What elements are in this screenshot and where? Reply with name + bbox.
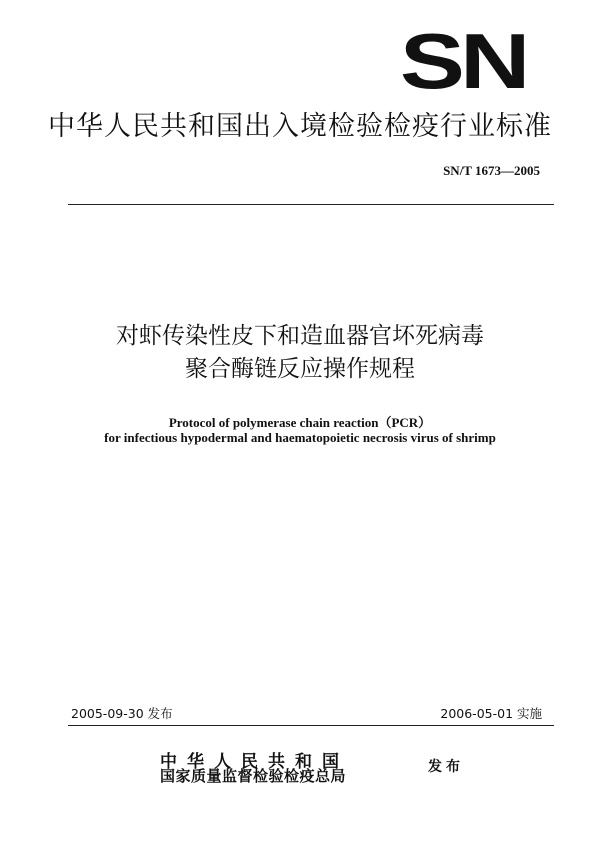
implementation-date: 2006-05-01 实施 — [440, 706, 542, 721]
title-en-line2: for infectious hypodermal and haematopoietic necrosis virus of shrimp — [104, 430, 496, 445]
standard-category: 中华人民共和国出入境检验检疫行业标准 — [48, 111, 552, 142]
sn-logo: SN — [399, 17, 525, 105]
title-en-line1: Protocol of polymerase chain reaction（PCR） — [168, 415, 432, 430]
bottom-divider — [68, 725, 554, 726]
publisher-line1: 中华人民共和国 — [160, 752, 349, 772]
top-divider — [68, 204, 554, 205]
title-cn-line2: 聚合酶链反应操作规程 — [185, 356, 415, 382]
title-cn-line1: 对虾传染性皮下和造血器官坏死病毒 — [116, 323, 484, 349]
publisher-label: 发布 — [428, 759, 464, 775]
issue-date: 2005-09-30 发布 — [71, 706, 173, 721]
standard-number: SN/T 1673—2005 — [443, 163, 540, 178]
publisher-line2: 国家质量监督检验检疫总局 — [160, 767, 347, 785]
